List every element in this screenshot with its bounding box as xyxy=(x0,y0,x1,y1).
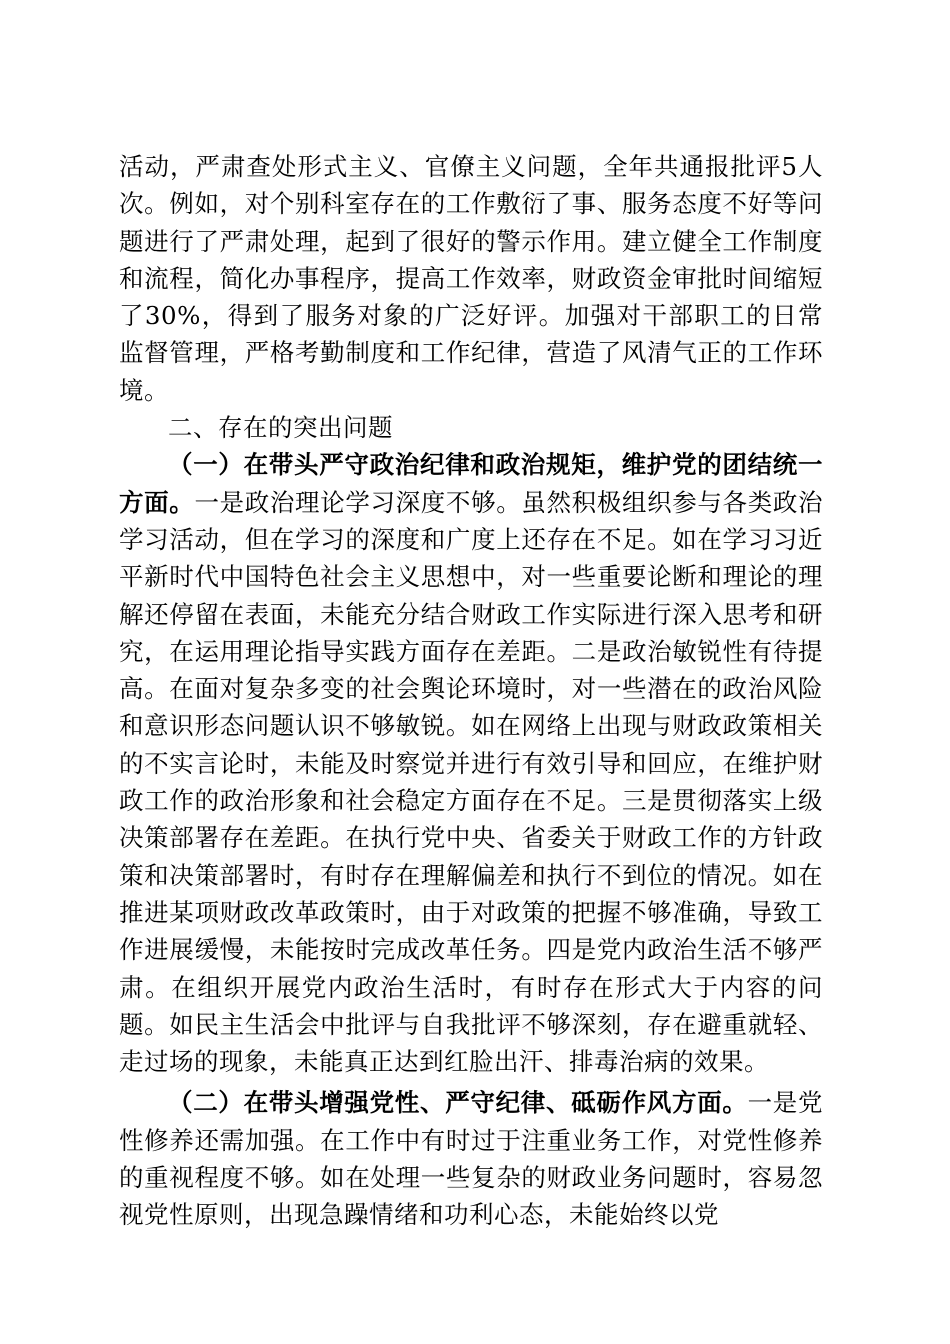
subsection-1-paragraph xyxy=(119,446,823,1080)
paragraph-continued: 活动，严肃查处形式主义、官僚主义问题，全年共通报批评5人次。例如，对个别科室存在的工作敷衍了事、服务态度不好等问题进行了严肃处理，起到了很好的警示作用。建立健全工作制度和流程，简化办事程序，提高工作效率，财政资金审批时间缩短了30%，得到了服务对象的广泛好评。加强对干部职工的日常监督管理，严格考勤制度和工作纪律，营造了风清气正的工作环境。 xyxy=(119,152,823,405)
section-heading: 二、存在的突出问题 xyxy=(168,413,393,443)
subsection-2-title: （二）在带头增强党性、严守纪律、砥砺作风方面。 xyxy=(168,1088,748,1118)
subsection-2-paragraph xyxy=(119,1084,823,1233)
subsection-1-body: 一是政治理论学习深度不够。虽然积极组织参与各类政治学习活动，但在学习的深度和广度上还存在不足。如在学习习近平新时代中国特色社会主义思想中，对一些重要论断和理论的理解还停留在表面，未能充分结合财政工作实际进行深入思考和研究，在运用理论指导实践方面存在差距。二是政治敏锐性有待提高。在面对复杂多变的社会舆论环境时，对一些潜在的政治风险和意识形态问题认识不够敏锐。如在网络上出现与财政政策相关的不实言论时，未能及时察觉并进行有效引导和回应，在维护财政工作的政治形象和社会稳定方面存在不足。三是贯彻落实上级决策部署存在差距。在执行党中央、省委关于财政工作的方针政策和决策部署时，有时存在理解偏差和执行不到位的情况。如在推进某项财政改革政策时，由于对政策的把握不够准确，导致工作进展缓慢，未能按时完成改革任务。四是党内政治生活不够严肃。在组织开展党内政治生活时，有时存在形式大于内容的问题。如民主生活会中批评与自我批评不够深刻，存在避重就轻、走过场的现象，未能真正达到红脸出汗、排毒治病的效果。 xyxy=(119,487,824,1077)
subsection-2-body: 一是党性修养还需加强。在工作中有时过于注重业务工作，对党性修养的重视程度不够。如在处理一些复杂的财政业务问题时，容易忽视党性原则，出现急躁情绪和功利心态，未能始终以党 xyxy=(119,1088,824,1230)
document-page xyxy=(119,148,823,1234)
subsection-1-title: （一）在带头严守政治纪律和政治规矩，维护党的团结统一方面。 xyxy=(119,450,823,517)
